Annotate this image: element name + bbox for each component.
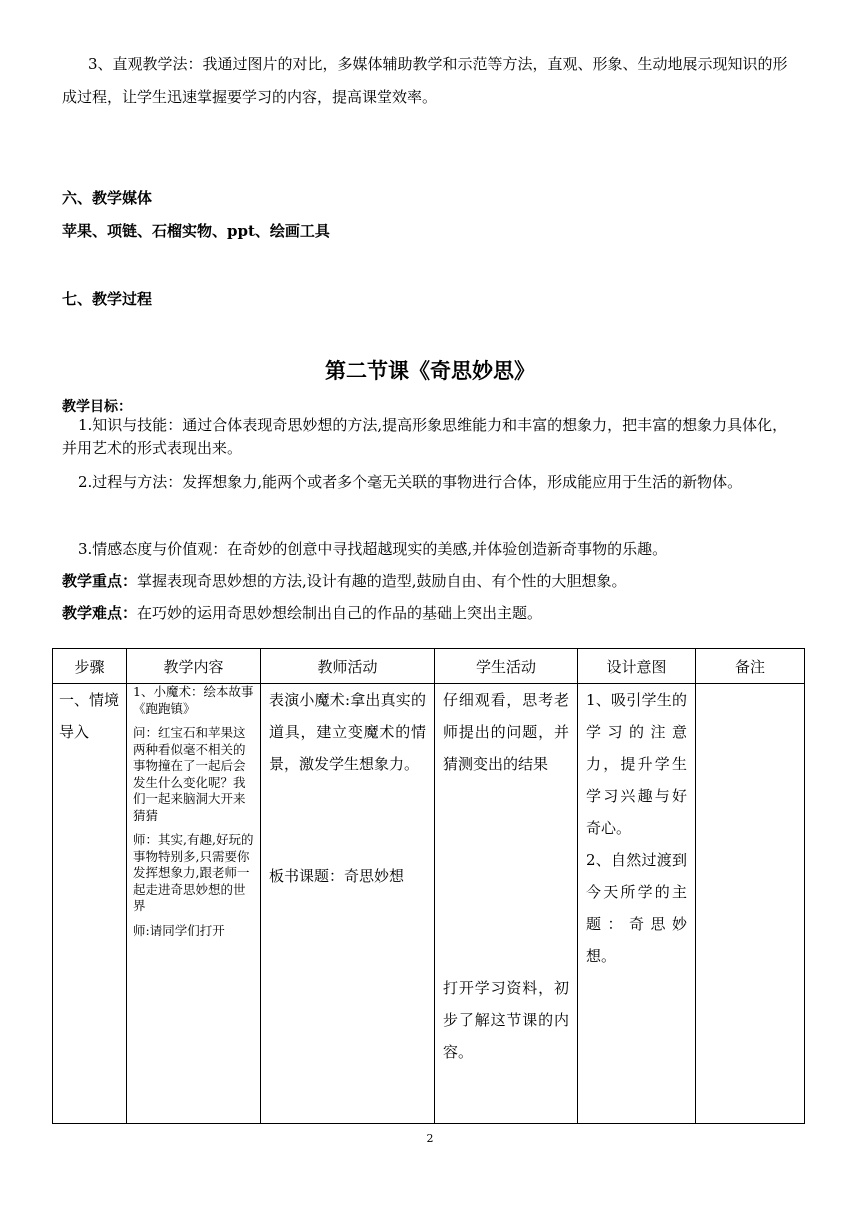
intro-paragraph: 3、直观教学法：我通过图片的对比，多媒体辅助教学和示范等方法，直观、形象、生动地展示现知识的形成过程，让学生迅速掌握要学习的内容，提高课堂效率。 (62, 55, 788, 106)
teaching-process-table (52, 648, 805, 1124)
cell-intent (578, 684, 696, 1124)
teacher-activity: 表演小魔术:拿出真实的道具，建立变魔术的情景，激发学生想象力。 (269, 691, 426, 773)
header-intent: 设计意图 (578, 649, 696, 684)
student-activity: 仔细观看，思考老师提出的问题，并猜测变出的结果 (443, 691, 569, 773)
student-activity: 打开学习资料，初步了解这节课的内容。 (443, 979, 569, 1061)
teacher-activity: 板书课题：奇思妙想 (269, 867, 405, 885)
header-student: 学生活动 (435, 649, 578, 684)
key-point-label: 教学重点： (62, 572, 138, 590)
header-teacher: 教师活动 (261, 649, 435, 684)
table-header-row (53, 649, 805, 684)
media-items: 苹果、项链、石榴实物、ppt、绘画工具 (62, 222, 330, 240)
goals-label: 教学目标： (62, 399, 132, 415)
cell-step: 一、情境导入 (53, 684, 127, 1124)
goal-emotion: 3.情感态度与价值观：在奇妙的创意中寻找超越现实的美感,并体验创造新奇事物的乐趣。 (78, 540, 668, 558)
cell-teacher (261, 684, 435, 1124)
header-note: 备注 (696, 649, 805, 684)
header-content: 教学内容 (127, 649, 261, 684)
difficulty-point (62, 599, 542, 627)
lesson-title: 第二节课《奇思妙思》 (325, 359, 535, 383)
table-row (53, 684, 805, 1124)
difficulty-text: 在巧妙的运用奇思妙想绘制出自己的作品的基础上突出主题。 (137, 604, 543, 622)
content-line: 师：其实,有趣,好玩的事物特别多,只需要你发挥想象力,跟老师一起走进奇思妙想的世界 (133, 832, 254, 913)
goal-process: 2.过程与方法：发挥想象力,能两个或者多个毫无关联的事物进行合体，形成能应用于生活的新物体。 (78, 473, 743, 491)
cell-student (435, 684, 578, 1124)
header-step: 步骤 (53, 649, 127, 684)
design-intent: 1、吸引学生的学习的注意力，提升学生学习兴趣与好奇心。 (586, 691, 687, 837)
cell-note (696, 684, 805, 1124)
section-title-media: 六、教学媒体 (62, 189, 153, 207)
content-line: 问：红宝石和苹果这两种看似毫不相关的事物撞在了一起后会发生什么变化呢？我们一起来脑洞大开来猜猜 (133, 725, 246, 823)
section-title-process: 七、教学过程 (62, 290, 153, 308)
goal-knowledge: 1.知识与技能：通过合体表现奇思妙想的方法,提高形象思维能力和丰富的想象力，把丰富的想象力具体化，并用艺术的形式表现出来。 (62, 416, 788, 457)
page-number: 2 (426, 1132, 434, 1145)
difficulty-label: 教学难点： (62, 604, 138, 622)
content-line: 1、小魔术：绘本故事《跑跑镇》 (133, 684, 254, 716)
design-intent: 2、自然过渡到今天所学的主题：奇思妙想。 (586, 851, 687, 965)
content-line: 师:请同学们打开 (133, 922, 225, 938)
key-point-text: 掌握表现奇思妙想的方法,设计有趣的造型,鼓励自由、有个性的大胆想象。 (137, 572, 627, 590)
key-point (62, 567, 627, 595)
cell-content (127, 684, 261, 1124)
